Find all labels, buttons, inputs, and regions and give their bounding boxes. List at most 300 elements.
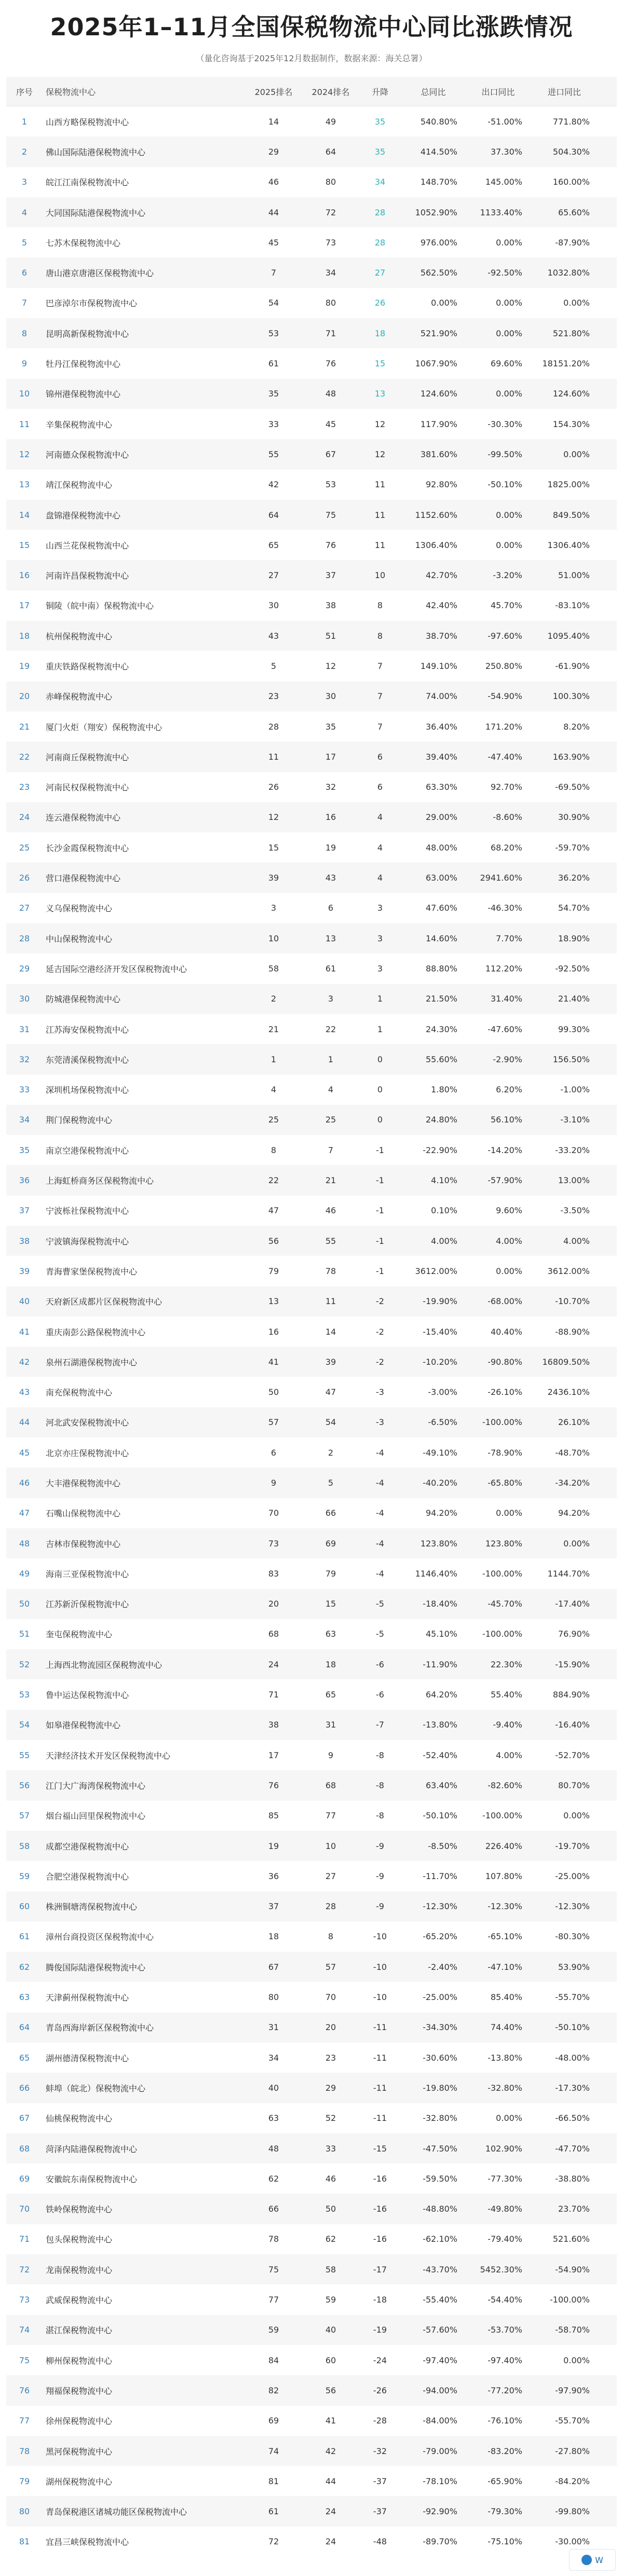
table-cell: 11 (374, 479, 386, 490)
table-cell: 12 (268, 812, 279, 823)
table-cell: 南京空港保税物流中心 (46, 1145, 129, 1156)
table-cell: 45 (19, 1447, 30, 1458)
table-cell: 30 (325, 691, 336, 702)
table-cell: 5 (328, 1478, 334, 1488)
table-cell: 50 (325, 2204, 336, 2214)
table-cell: -6 (376, 1690, 384, 1700)
table-cell: 70 (19, 2204, 30, 2214)
table-cell: 10 (374, 570, 386, 581)
table-cell: 47 (325, 1387, 336, 1397)
table-cell: 504.30% (552, 146, 590, 157)
table-cell: 2 (21, 146, 28, 157)
table-cell: 67 (19, 2113, 30, 2123)
table-cell: 菏泽内陆港保税物流中心 (46, 2144, 138, 2154)
table-cell: 5 (21, 237, 28, 248)
table-row (6, 1740, 617, 1770)
table-cell: 辛集保税物流中心 (46, 419, 113, 430)
table-cell: 45.70% (490, 600, 522, 611)
table-cell: 23.70% (558, 2204, 590, 2214)
table-cell: 63 (19, 1992, 30, 2003)
table-cell: -2 (376, 1296, 384, 1307)
table-cell: 85 (268, 1811, 279, 1821)
table-cell: 0.00% (496, 389, 522, 399)
table-cell: -62.10% (423, 2234, 457, 2244)
table-cell: -16 (373, 2234, 387, 2244)
table-cell: 56 (268, 1236, 279, 1246)
table-cell: 22 (325, 1024, 336, 1034)
table-cell: -97.90% (555, 2385, 590, 2395)
table-cell: -79.40% (487, 2234, 522, 2244)
table-cell: 重庆南彭公路保税物流中心 (46, 1327, 146, 1337)
table-cell: -48.00% (555, 2052, 590, 2063)
table-cell: 69 (19, 2173, 30, 2184)
table-cell: 6 (377, 751, 383, 762)
table-cell: 26 (268, 782, 279, 792)
table-cell: 65 (268, 540, 279, 550)
table-cell: 4 (21, 207, 28, 217)
table-cell: 74 (268, 2446, 279, 2456)
table-cell: -45.70% (487, 1599, 522, 1609)
table-cell: 3 (270, 903, 277, 913)
table-cell: 0 (377, 1085, 383, 1095)
table-cell: -1 (376, 1175, 384, 1186)
table-cell: 85.40% (490, 1992, 522, 2003)
table-row (6, 1468, 617, 1498)
table-row (6, 772, 617, 802)
table-cell: 唐山港京唐港区保税物流中心 (46, 268, 154, 279)
table-cell: 7.70% (496, 933, 522, 943)
table-cell: -8 (376, 1811, 384, 1821)
table-cell: 29.00% (425, 812, 457, 823)
table-cell: 4.00% (496, 1750, 522, 1760)
table-cell: 55 (19, 1750, 30, 1760)
table-cell: -15.90% (555, 1659, 590, 1669)
table-cell: -19.70% (555, 1841, 590, 1851)
table-cell: 宜昌三峡保税物流中心 (46, 2537, 129, 2547)
column-header: 2025排名 (254, 87, 293, 97)
table-cell: 6 (328, 903, 334, 913)
table-cell: -46.30% (487, 903, 522, 913)
table-cell: -47.40% (487, 751, 522, 762)
table-cell: 49 (19, 1568, 30, 1579)
table-cell: 80 (268, 1992, 279, 2003)
table-cell: 8.20% (563, 721, 590, 732)
table-cell: -77.30% (487, 2173, 522, 2184)
table-cell: -54.90% (487, 691, 522, 702)
table-cell: -55.70% (555, 1992, 590, 2003)
table-cell: 57 (268, 1417, 279, 1428)
table-cell: 43 (268, 631, 279, 641)
table-cell: 65 (325, 1690, 336, 1700)
table-row (6, 2315, 617, 2345)
table-cell: 青岛西海岸新区保税物流中心 (46, 2023, 154, 2033)
table-cell: 562.50% (420, 268, 457, 278)
table-cell: 100.30% (552, 691, 590, 702)
table-cell: 59 (325, 2295, 336, 2305)
table-cell: 145.00% (485, 177, 522, 187)
table-cell: 4 (377, 873, 383, 883)
table-cell: 80 (325, 177, 336, 187)
table-cell: -48.70% (555, 1447, 590, 1458)
table-row (6, 560, 617, 590)
table-cell: 55.40% (490, 1690, 522, 1700)
table-cell: 88.80% (425, 963, 457, 974)
table-cell: -38.80% (555, 2173, 590, 2184)
table-cell: 47 (268, 1205, 279, 1216)
table-cell: -12.30% (487, 1901, 522, 1912)
table-cell: 防城港保税物流中心 (46, 994, 121, 1005)
table-cell: -18.40% (423, 1599, 457, 1609)
table-cell: 佛山国际陆港保税物流中心 (46, 147, 146, 157)
table-cell: -2.90% (493, 1054, 522, 1064)
table-cell: 3612.00% (415, 1266, 457, 1276)
table-cell: 石嘴山保税物流中心 (46, 1509, 121, 1519)
table-cell: 32 (325, 782, 336, 792)
table-cell: 54 (19, 1720, 30, 1730)
table-cell: 62 (19, 1962, 30, 1972)
table-cell: 63.40% (425, 1780, 457, 1790)
table-cell: 156.50% (552, 1054, 590, 1064)
table-row (6, 1014, 617, 1044)
table-row (6, 2012, 617, 2043)
table-cell: -6.50% (428, 1417, 457, 1428)
table-cell: 36 (268, 1871, 279, 1881)
table-cell: 58 (19, 1841, 30, 1851)
table-cell: 0.00% (496, 328, 522, 338)
table-row (6, 1377, 617, 1407)
table-cell: -11.70% (423, 1871, 457, 1881)
table-cell: 1 (377, 994, 383, 1004)
table-cell: 湖州保税物流中心 (46, 2476, 113, 2487)
table-cell: 10 (325, 1841, 336, 1851)
table-cell: 12 (19, 449, 30, 459)
table-cell: -61.90% (555, 661, 590, 671)
table-row (6, 742, 617, 772)
table-cell: -84.00% (423, 2416, 457, 2426)
table-cell: 0.00% (563, 449, 590, 459)
table-cell: 81 (268, 2476, 279, 2486)
table-cell: 25 (325, 1115, 336, 1125)
table-cell: -17 (373, 2264, 387, 2274)
table-cell: -76.10% (487, 2416, 522, 2426)
table-cell: 1032.80% (547, 268, 590, 278)
table-cell: 1146.40% (415, 1568, 457, 1579)
table-cell: -89.70% (423, 2537, 457, 2547)
table-cell: -10 (373, 1962, 387, 1972)
table-cell: 翔福保税物流中心 (46, 2386, 113, 2396)
table-cell: 22 (268, 1175, 279, 1186)
table-cell: 0 (377, 1115, 383, 1125)
table-cell: 40 (268, 2082, 279, 2093)
table-cell: 12 (374, 419, 386, 429)
table-cell: 营口港保税物流中心 (46, 873, 121, 884)
table-cell: 18 (374, 328, 386, 338)
table-cell: 74.00% (425, 691, 457, 702)
data-table (6, 77, 617, 2557)
table-row (6, 2254, 617, 2284)
table-row (6, 1558, 617, 1588)
table-cell: -43.70% (423, 2264, 457, 2274)
column-header: 进口同比 (547, 87, 581, 97)
table-cell: -92.50% (555, 963, 590, 974)
table-cell: 84 (268, 2355, 279, 2365)
table-cell: -12.30% (423, 1901, 457, 1912)
table-cell: 重庆铁路保税物流中心 (46, 661, 129, 672)
table-cell: -79.30% (487, 2506, 522, 2517)
table-row (6, 288, 617, 318)
table-cell: 38 (268, 1720, 279, 1730)
table-cell: 33 (268, 419, 279, 429)
table-row (6, 2284, 617, 2314)
table-row (6, 167, 617, 197)
table-cell: 45 (325, 419, 336, 429)
table-cell: -11 (373, 2052, 387, 2063)
table-cell: 56.10% (490, 1115, 522, 1125)
table-cell: 13 (325, 933, 336, 943)
table-cell: -12.30% (555, 1901, 590, 1912)
table-cell: 山西方略保税物流中心 (46, 117, 129, 127)
table-row (6, 711, 617, 742)
table-cell: -13.80% (423, 1720, 457, 1730)
table-cell: 33 (19, 1085, 30, 1095)
table-cell: 1 (270, 1054, 277, 1064)
table-cell: 20 (268, 1599, 279, 1609)
table-cell: 23 (268, 691, 279, 702)
table-cell: 68.20% (490, 842, 522, 853)
table-cell: 靖江保税物流中心 (46, 480, 113, 490)
table-cell: 52 (19, 1659, 30, 1669)
table-cell: 123.80% (485, 1538, 522, 1549)
table-cell: 16 (325, 812, 336, 823)
table-cell: 31.40% (490, 994, 522, 1004)
table-cell: 154.30% (552, 419, 590, 429)
table-cell: 64 (268, 510, 279, 520)
table-cell: 铁岭保税物流中心 (46, 2204, 113, 2215)
column-header: 2024排名 (312, 87, 350, 97)
table-cell: 57 (325, 1962, 336, 1972)
table-cell: 50 (19, 1599, 30, 1609)
table-cell: 3 (377, 963, 383, 974)
table-cell: 39 (268, 873, 279, 883)
table-cell: -47.70% (555, 2143, 590, 2154)
table-cell: 46 (325, 1205, 336, 1216)
table-cell: 37 (325, 570, 336, 581)
column-header: 序号 (16, 87, 33, 97)
table-cell: 42 (325, 2446, 336, 2456)
table-cell: 74.40% (490, 2022, 522, 2033)
table-cell: -2 (376, 1356, 384, 1367)
table-cell: 武威保税物流中心 (46, 2295, 113, 2306)
table-cell: 2 (328, 1447, 334, 1458)
table-row (6, 1679, 617, 1709)
table-cell: 吉林市保税物流中心 (46, 1539, 121, 1549)
table-cell: 80 (325, 298, 336, 308)
table-row (6, 136, 617, 167)
table-cell: 54 (268, 298, 279, 308)
table-row (6, 1619, 617, 1649)
table-cell: 99.30% (558, 1024, 590, 1034)
table-cell: 18 (325, 1659, 336, 1669)
table-cell: 4.00% (431, 1236, 457, 1246)
table-cell: -52.40% (423, 1750, 457, 1760)
table-cell: 123.80% (420, 1538, 457, 1549)
table-cell: 8 (270, 1145, 277, 1155)
table-row (6, 1952, 617, 1982)
table-cell: 包头保税物流中心 (46, 2235, 113, 2245)
table-row (6, 591, 617, 621)
table-cell: 160.00% (552, 177, 590, 187)
table-cell: 1 (328, 1054, 334, 1064)
table-cell: 27 (374, 268, 386, 278)
table-cell: 70 (268, 1508, 279, 1518)
table-cell: 株洲铜塘湾保税物流中心 (46, 1902, 138, 1912)
table-cell: 37.30% (490, 146, 522, 157)
table-cell: -30.60% (423, 2052, 457, 2063)
table-cell: 13 (268, 1296, 279, 1307)
table-cell: -94.00% (423, 2385, 457, 2395)
table-row (6, 1498, 617, 1528)
table-cell: 11 (325, 1296, 336, 1307)
table-cell: -8 (376, 1750, 384, 1760)
table-row (6, 106, 617, 136)
table-cell: 75 (325, 510, 336, 520)
table-cell: 24 (268, 1659, 279, 1669)
table-cell: 51 (19, 1629, 30, 1639)
table-cell: -87.90% (555, 237, 590, 248)
table-cell: 安徽皖东南保税物流中心 (46, 2174, 138, 2184)
table-row (6, 2375, 617, 2405)
table-cell: 河南民权保税物流中心 (46, 783, 129, 793)
table-cell: 6 (377, 782, 383, 792)
table-row (6, 2436, 617, 2466)
table-cell: 8 (377, 600, 383, 611)
column-header: 出口同比 (481, 87, 515, 97)
table-cell: -16 (373, 2173, 387, 2184)
table-cell: 48.00% (425, 842, 457, 853)
table-cell: -33.20% (555, 1145, 590, 1155)
table-cell: 66 (19, 2082, 30, 2093)
table-cell: 17 (325, 751, 336, 762)
table-cell: 37 (19, 1205, 30, 1216)
table-cell: 771.80% (552, 116, 590, 127)
table-cell: 15 (19, 540, 30, 550)
table-cell: 杭州保税物流中心 (46, 631, 113, 641)
table-cell: 81 (19, 2537, 30, 2547)
table-cell: 34 (268, 2052, 279, 2063)
table-cell: 65.60% (558, 207, 590, 217)
table-cell: -9 (376, 1901, 384, 1912)
table-cell: 35 (325, 721, 336, 732)
table-cell: 28 (325, 1901, 336, 1912)
table-cell: 77 (268, 2295, 279, 2305)
table-cell: 巴彦淖尔市保税物流中心 (46, 298, 138, 309)
table-cell: -50.10% (423, 1811, 457, 1821)
table-cell: 42 (268, 479, 279, 490)
table-cell: 76 (325, 540, 336, 550)
table-cell: -100.00% (482, 1811, 522, 1821)
table-row (6, 1770, 617, 1800)
table-cell: 11 (374, 540, 386, 550)
table-cell: 0.00% (496, 510, 522, 520)
table-cell: -3.50% (560, 1205, 590, 1216)
table-cell: -49.80% (487, 2204, 522, 2214)
table-cell: 63.30% (425, 782, 457, 792)
table-cell: 68 (268, 1629, 279, 1639)
table-cell: 80 (19, 2506, 30, 2517)
table-cell: 38 (19, 1236, 30, 1246)
table-cell: 73 (19, 2295, 30, 2305)
table-cell: -6 (376, 1659, 384, 1669)
table-cell: 28 (268, 721, 279, 732)
table-cell: 1133.40% (480, 207, 522, 217)
table-cell: 31 (268, 2022, 279, 2033)
table-cell: 19 (19, 661, 30, 671)
table-header (6, 77, 617, 106)
table-cell: -100.00% (482, 1629, 522, 1639)
table-cell: 24 (325, 2537, 336, 2547)
table-cell: 29 (268, 146, 279, 157)
table-cell: -10.20% (423, 1356, 457, 1367)
table-cell: 河南德众保税物流中心 (46, 449, 129, 460)
table-row (6, 984, 617, 1014)
table-cell: 3 (377, 903, 383, 913)
table-cell: 28 (374, 207, 386, 217)
table-cell: 4.00% (563, 1236, 590, 1246)
table-cell: 24.30% (425, 1024, 457, 1034)
table-cell: 青岛保税港区诸城功能区保税物流中心 (46, 2507, 187, 2517)
table-cell: 48 (268, 2143, 279, 2154)
table-cell: -78.10% (423, 2476, 457, 2486)
table-cell: 47 (19, 1508, 30, 1518)
table-cell: 14 (19, 510, 30, 520)
table-cell: -59.50% (423, 2173, 457, 2184)
table-cell: -15.40% (423, 1326, 457, 1337)
table-cell: 521.80% (552, 328, 590, 338)
table-cell: -59.70% (555, 842, 590, 853)
table-cell: 13 (19, 479, 30, 490)
table-cell: 381.60% (420, 449, 457, 459)
table-row (6, 2043, 617, 2073)
table-cell: -10 (373, 1992, 387, 2003)
table-cell: -15 (373, 2143, 387, 2154)
table-cell: 41 (268, 1356, 279, 1367)
table-cell: 39 (325, 1356, 336, 1367)
table-cell: -30.30% (487, 419, 522, 429)
table-cell: -8.60% (493, 812, 522, 823)
table-row (6, 2406, 617, 2436)
table-cell: 昆明高新保税物流中心 (46, 328, 129, 339)
table-cell: -2 (376, 1326, 384, 1337)
table-cell: 13.00% (558, 1175, 590, 1186)
table-cell: 23 (325, 2052, 336, 2063)
table-cell: 0.00% (496, 540, 522, 550)
table-cell: -8 (376, 1780, 384, 1790)
table-cell: 18.90% (558, 933, 590, 943)
table-cell: 江苏海安保税物流中心 (46, 1024, 129, 1035)
table-row (6, 1044, 617, 1074)
table-cell: -68.00% (487, 1296, 522, 1307)
table-cell: 铜陵（皖中南）保税物流中心 (46, 601, 154, 611)
table-cell: 皖江江南保税物流中心 (46, 177, 129, 188)
table-cell: 23 (19, 782, 30, 792)
table-cell: 36.20% (558, 873, 590, 883)
table-cell: -30.00% (555, 2537, 590, 2547)
table-row (6, 651, 617, 681)
table-cell: -99.80% (555, 2506, 590, 2517)
table-cell: 7 (328, 1145, 334, 1155)
table-cell: 天津经济技术开发区保税物流中心 (46, 1750, 171, 1761)
table-cell: 7 (270, 268, 277, 278)
